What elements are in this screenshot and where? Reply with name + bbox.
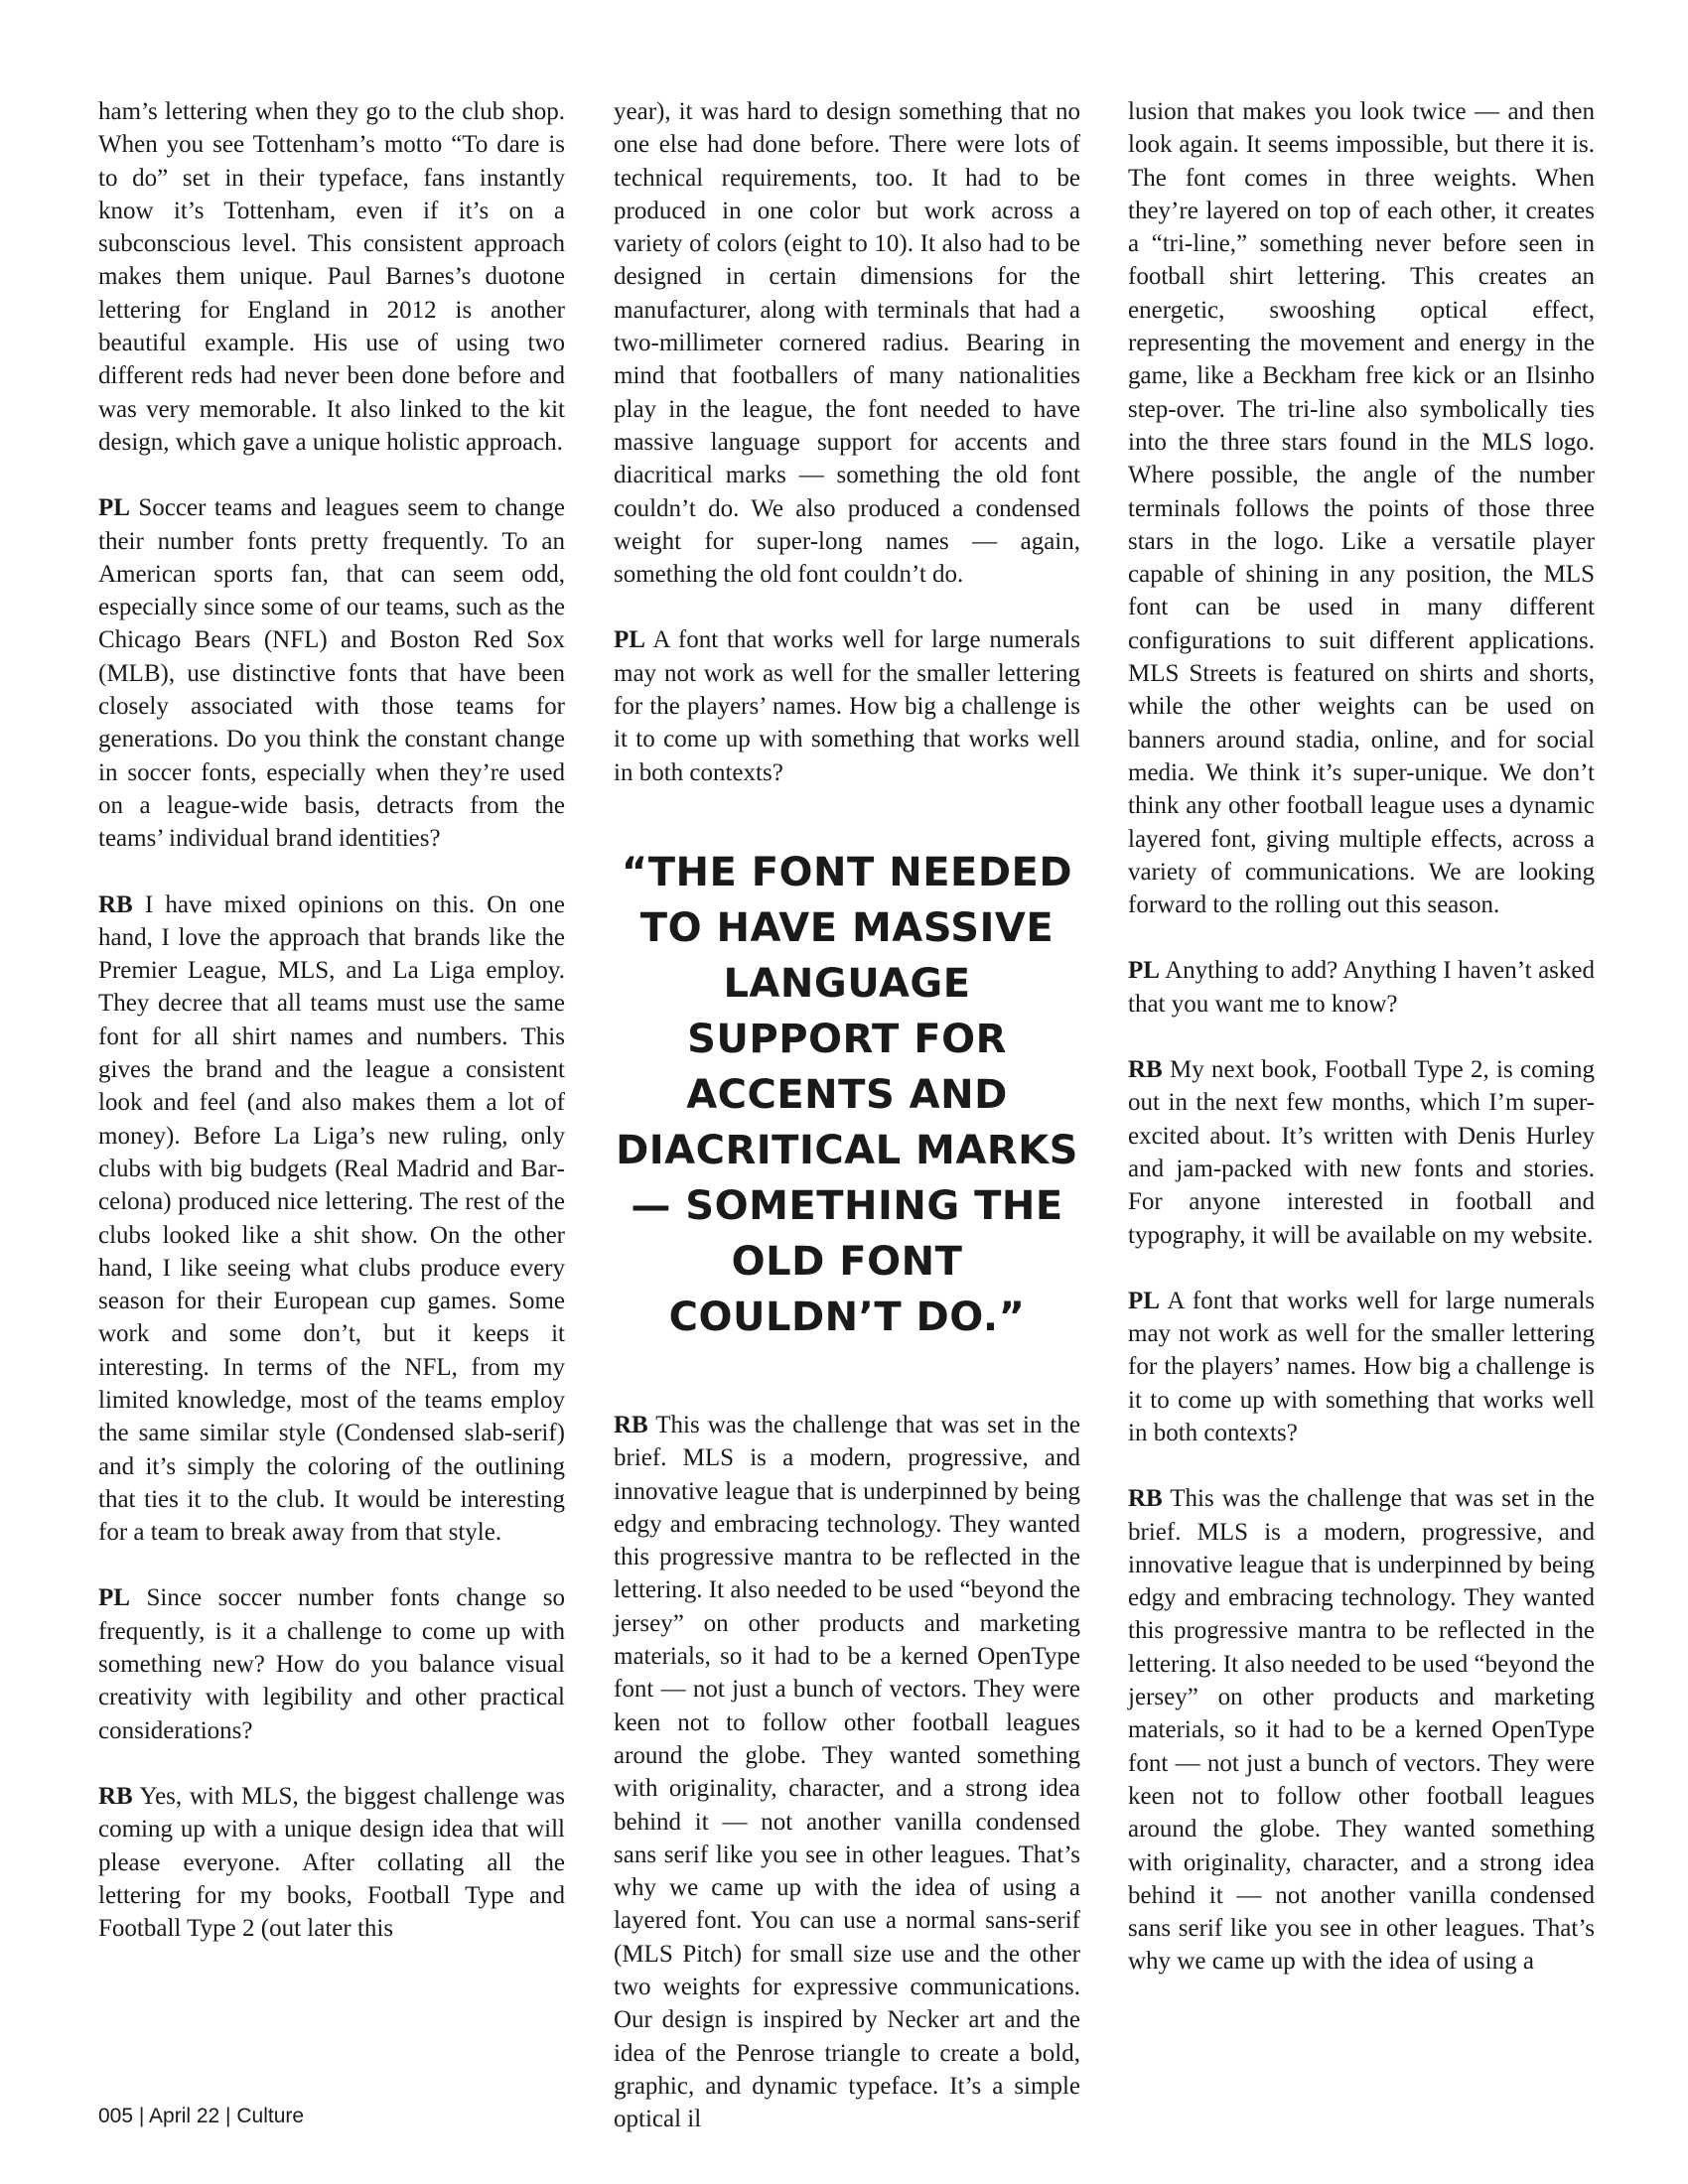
speaker-initials: RB bbox=[98, 890, 133, 918]
speaker-initials: RB bbox=[98, 1782, 133, 1810]
text-column-3 bbox=[1128, 95, 1595, 1979]
paragraph-text: Anything to add? Anything I haven’t asked that you want me to know? bbox=[1128, 957, 1595, 1018]
paragraph bbox=[1128, 1482, 1595, 1978]
speaker-initials: PL bbox=[1128, 957, 1160, 985]
paragraph bbox=[1128, 1053, 1595, 1252]
paragraph-text: Since soccer number fonts change so frequently, is it a challenge to come up with something new? How do you balance visual creativity with legibility and other practical considerations? bbox=[98, 1584, 565, 1744]
paragraph-text: year), it was hard to design something that no one else had done before. There were lots of technical requirements, too. It had to be produced in one color but work across a variety of colors (eight to 10). It also had to be designed in certain dimensions for the manufacturer, along with terminals that had a two-millimeter cornered radius. Bearing in mind that footballers of many nationalities play in the league, the font needed to have massive language support for accents and diacritical marks — something the old font couldn’t do. We also produced a condensed weight for super-long names — again, something the old font couldn’t do. bbox=[614, 98, 1080, 589]
paragraph bbox=[98, 491, 565, 855]
paragraph bbox=[614, 1409, 1080, 2136]
paragraph-text: This was the challenge that was set in the brief. MLS is a modern, progressive, and innovative league that is underpinned by being edgy and embracing technology. They wanted this progressive mantra to be reflected in the lettering. It also needed to be used “beyond the jersey” on other products and marketing materials, so it had to be a kerned OpenType font — not just a bunch of vectors. They were keen not to follow other football leagues around the globe. They wanted something with originality, character, and a strong idea behind it — not another vanilla condensed sans serif like you see in other leagues. That’s why we came up with the idea of using a layered font. You can use a normal sans-serif (MLS Pitch) for small size use and the other two weights for expressive communications. Our design is inspired by Necker art and the idea of the Penrose triangle to create a bold, graphic, and dynamic typeface. It’s a simple optical il bbox=[614, 1411, 1080, 2133]
paragraph-text: lusion that makes you look twice — and then look again. It seems impossible, but there it is. The font comes in three weights. When they’re layered on top of each other, it creates a “tri-line,” something never before seen in football shirt lettering. This creates an energetic, swooshing optical effect, representing the movement and energy in the game, like a Beckham free kick or an Ilsinho step-over. The tri-line also symbolically ties into the three stars found in the MLS logo. Where possible, the angle of the number terminals follows the points of those three stars in the logo. Like a versatile player capable of shining in any position, the MLS font can be used in many different configurations to suit different applications. MLS Streets is featured on shirts and shorts, while the other weights can be used on banners around stadia, online, and for social media. We think it’s super-unique. We don’t think any other football league uses a dynamic layered font, giving multiple effects, across a variety of communications. We are looking forward to the rolling out this season. bbox=[1128, 98, 1595, 919]
paragraph-text: A font that works well for large numerals may not work as well for the smaller lettering for the players’ names. How big a challenge is it to come up with something that works well in both contexts? bbox=[614, 626, 1080, 786]
pull-quote: “THE FONT NEEDED TO HAVE MASSIVE LANGUAGE SUPPORT FOR ACCENTS AND DIACRITICAL MARKS — SOMETHING THE OLD FONT COULDN’T DO.” bbox=[616, 849, 1078, 1340]
issue-date: April 22 bbox=[149, 2105, 220, 2127]
speaker-initials: RB bbox=[1128, 1056, 1163, 1084]
text-column-2 bbox=[614, 95, 1080, 2135]
footer-separator: | bbox=[219, 2105, 237, 2127]
paragraph-text: Yes, with MLS, the biggest challenge was coming up with a unique design idea that will please everyone. After collating all the lettering for my books, Football Type and Football Type 2 (out later this bbox=[98, 1782, 565, 1943]
paragraph-text: This was the challenge that was set in the brief. MLS is a modern, progressive, and innovative league that is underpinned by being edgy and embracing technology. They wanted this progressive mantra to be reflected in the lettering. It also needed to be used “beyond the jersey” on other products and marketing materials, so it had to be a kerned OpenType font — not just a bunch of vectors. They were keen not to follow other football leagues around the globe. They wanted something with originality, character, and a strong idea behind it — not another vanilla condensed sans serif like you see in other leagues. That’s why we came up with the idea of using a bbox=[1128, 1485, 1595, 1976]
paragraph bbox=[98, 95, 565, 459]
speaker-initials: RB bbox=[1128, 1485, 1163, 1513]
speaker-initials: PL bbox=[98, 1584, 130, 1612]
speaker-initials: PL bbox=[614, 626, 645, 654]
speaker-initials: PL bbox=[1128, 1287, 1160, 1314]
speaker-initials: PL bbox=[98, 494, 130, 522]
paragraph-text: ham’s lettering when they go to the club shop. When you see Tottenham’s motto “To dare is to do” set in their typeface, fans instantly know it’s Tottenham, even if it’s on a subconscious level. This consistent approach makes them unique. Paul Barnes’s duotone lettering for England in 2012 is another beautiful example. His use of using two different reds had never been done before and was very memorable. It also linked to the kit design, which gave a unique holistic approach. bbox=[98, 98, 565, 456]
paragraph bbox=[614, 95, 1080, 591]
paragraph-text: My next book, Football Type 2, is coming out in the next few months, which I’m super-excited about. It’s written with Denis Hurley and jam-packed with new fonts and stories. For anyone interested in football and typography, it will be available on my website. bbox=[1128, 1056, 1595, 1249]
paragraph-text: I have mixed opinions on this. On one hand, I love the approach that brands like the Premier League, MLS, and La Liga employ. They decree that all teams must use the same font for all shirt names and numbers. This gives the brand and the league a consistent look and feel (and also makes them a lot of money). Before La Liga’s new ruling, only clubs with big budgets (Real Madrid and Barcelona) produced nice lettering. The rest of the clubs looked like a shit show. On the other hand, I like seeing what clubs produce every season for their European cup games. Some work and some don’t, but it keeps it interesting. In terms of the NFL, from my limited knowledge, most of the teams employ the same similar style (Condensed slab-serif) and it’s simply the coloring of the outlining that ties it to the club. It would be interesting for a team to break away from that style. bbox=[98, 890, 565, 1547]
section-name: Culture bbox=[236, 2105, 305, 2127]
paragraph bbox=[614, 623, 1080, 788]
paragraph-text: A font that works well for large numerals may not work as well for the smaller lettering for the players’ names. How big a challenge is it to come up with something that works well in both contexts? bbox=[1128, 1287, 1595, 1446]
page-number: 005 bbox=[98, 2105, 134, 2127]
footer-separator: | bbox=[133, 2105, 150, 2127]
paragraph bbox=[1128, 95, 1595, 921]
page-footer bbox=[98, 2105, 304, 2128]
paragraph bbox=[1128, 954, 1595, 1021]
paragraph-text: Soccer teams and leagues seem to change their number fonts pretty frequently. To an American sports fan, that can seem odd, especially since some of our teams, such as the Chicago Bears (NFL) and Boston Red Sox (MLB), use distinctive fonts that have been closely associated with those teams for generations. Do you think the constant change in soccer fonts, especially when they’re used on a league-wide basis, detracts from the teams’ individual brand identities? bbox=[98, 494, 565, 853]
paragraph bbox=[1128, 1285, 1595, 1449]
speaker-initials: RB bbox=[614, 1411, 648, 1438]
text-column-1 bbox=[98, 95, 565, 1945]
paragraph bbox=[98, 1581, 565, 1746]
paragraph bbox=[98, 1780, 565, 1945]
paragraph bbox=[98, 888, 565, 1550]
